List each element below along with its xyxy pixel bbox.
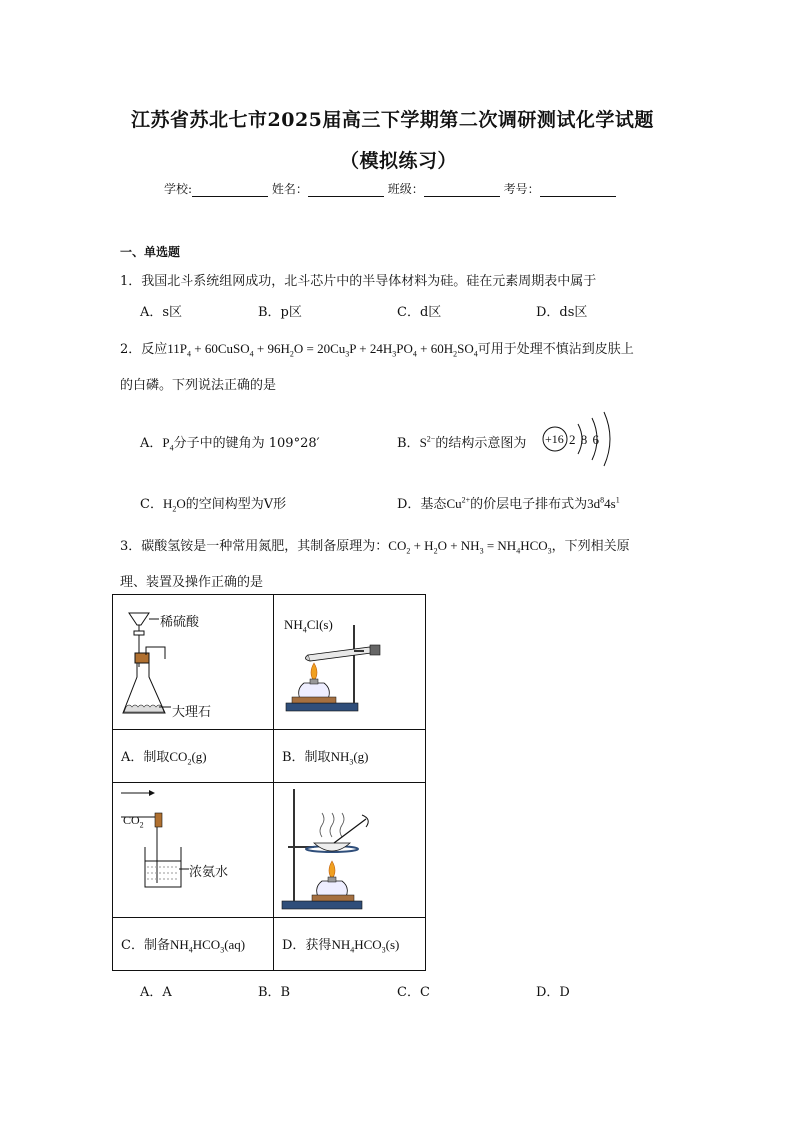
question-1-text: 1．我国北斗系统组网成功，北斗芯片中的半导体材料为硅。硅在元素周期表中属于 <box>120 274 597 289</box>
q1-option-d[interactable]: D．ds区 <box>536 305 588 320</box>
q2-a-tail: 分子中的键角为 109°28′ <box>173 436 320 451</box>
cell-a-label: A．制取$CO_2(g)$ <box>113 730 274 783</box>
cell-b-label: B．制取$NH_3(g)$ <box>274 730 426 783</box>
label-marble: 大理石 <box>172 705 212 720</box>
q2-b-prefix: B． <box>397 436 420 451</box>
label-nh4cl: $NH_4Cl(s)$ <box>284 617 333 635</box>
q2-option-b[interactable] <box>397 432 526 451</box>
apparatus-table <box>112 594 426 971</box>
exam-no-label: 考号： <box>503 182 540 196</box>
exam-no-blank[interactable] <box>540 182 616 197</box>
cell-d-prefix: D．获得 <box>282 937 332 953</box>
class-blank[interactable] <box>424 182 500 197</box>
cell-c-label: C．制备$NH_4HCO_3(aq)$ <box>113 918 274 971</box>
question-3-line-1 <box>120 535 630 556</box>
q2-equation: $11P_4$ + 60CuSO$_4$ + $96H_2O = 20Cu_3P + 24H_3PO_4 + 60H_2SO_4$ <box>167 341 478 359</box>
cell-a-image <box>113 595 274 730</box>
page-title: 江苏省苏北七市2025届高三下学期第二次调研测试化学试题 <box>131 109 654 131</box>
q2-c-prefix: C． <box>140 497 163 512</box>
question-2-line-1 <box>120 338 634 359</box>
q2-b-ion: $S^{2-}$ <box>419 434 436 450</box>
q3-equation: $CO_2 + H_2O + NH_3 = NH_4HCO_3$ <box>388 538 552 556</box>
section-title: 一、单选题 <box>120 245 181 259</box>
sulfide-shells: 2 8 6 <box>569 432 599 447</box>
q2-d-prefix: D．基态 <box>397 497 447 512</box>
cell-c-prefix: C．制备 <box>121 937 170 953</box>
q1-option-b[interactable]: B．p区 <box>258 305 302 320</box>
label-dilute-sulfuric-acid: 稀硫酸 <box>160 615 200 630</box>
q3-option-a[interactable]: A．A <box>140 985 172 1000</box>
q2-a-formula: $P_4$ <box>162 435 174 453</box>
q1-option-a[interactable]: A．s区 <box>140 305 183 320</box>
page-subtitle: （模拟练习） <box>340 150 458 172</box>
cell-b-prefix: B．制取 <box>282 749 331 765</box>
q2-c-tail: 的空间构型为V形 <box>185 497 287 512</box>
q2-d-mid: 的价层电子排布式为 <box>470 497 588 512</box>
student-info-line <box>164 180 616 197</box>
co2-text: CO <box>123 813 140 827</box>
cell-d-image <box>274 783 426 918</box>
q3-option-b[interactable]: B．B <box>258 985 291 1000</box>
bicarbonate-preparation-apparatus <box>113 783 273 917</box>
q2-c-formula: $H_2O$ <box>162 496 186 514</box>
q3-tail: ，下列相关原 <box>551 539 630 554</box>
cell-a-prefix: A．制取 <box>121 749 170 765</box>
name-blank[interactable] <box>308 182 384 197</box>
ammonia-generator-apparatus <box>274 595 425 729</box>
school-blank[interactable] <box>192 182 268 197</box>
q3-lead: 3．碳酸氢铵是一种常用氮肥，其制备原理为： <box>120 539 389 554</box>
question-3-line-2: 理、装置及操作正确的是 <box>120 575 264 590</box>
class-label: 班级： <box>387 182 424 196</box>
q2-b-mid: 的结构示意图为 <box>435 436 527 451</box>
name-label: 姓名： <box>271 182 308 196</box>
q2-option-a[interactable] <box>140 432 320 453</box>
q2-d-config: $3d^84s^1$ <box>587 495 620 511</box>
cell-c-image <box>113 783 274 918</box>
q2-lead: 2．反应 <box>120 342 168 357</box>
school-label: 学校: <box>164 182 193 196</box>
q2-d-ion: $Cu^{2+}$ <box>446 495 471 511</box>
evaporation-apparatus <box>274 783 425 917</box>
q3-option-c[interactable]: C．C <box>397 985 430 1000</box>
sulfide-nucleus: +16 <box>545 432 564 446</box>
question-2-line-2: 的白磷。下列说法正确的是 <box>120 378 277 393</box>
q2-option-c[interactable] <box>140 493 286 514</box>
q1-option-c[interactable]: C．d区 <box>397 305 442 320</box>
label-co2: $CO_2$ <box>123 813 144 830</box>
q2-a-prefix: A． <box>140 436 163 451</box>
q3-option-d[interactable]: D．D <box>536 985 570 1000</box>
cell-b-image <box>274 595 426 730</box>
nh4cl-text: NH <box>284 617 303 632</box>
q2-option-d[interactable] <box>397 493 620 512</box>
q2-tail: 可用于处理不慎沾到皮肤上 <box>477 342 634 357</box>
label-concentrated-ammonia: 浓氨水 <box>189 865 229 880</box>
cell-d-label: D．获得$NH_4HCO_3(s)$ <box>274 918 426 971</box>
